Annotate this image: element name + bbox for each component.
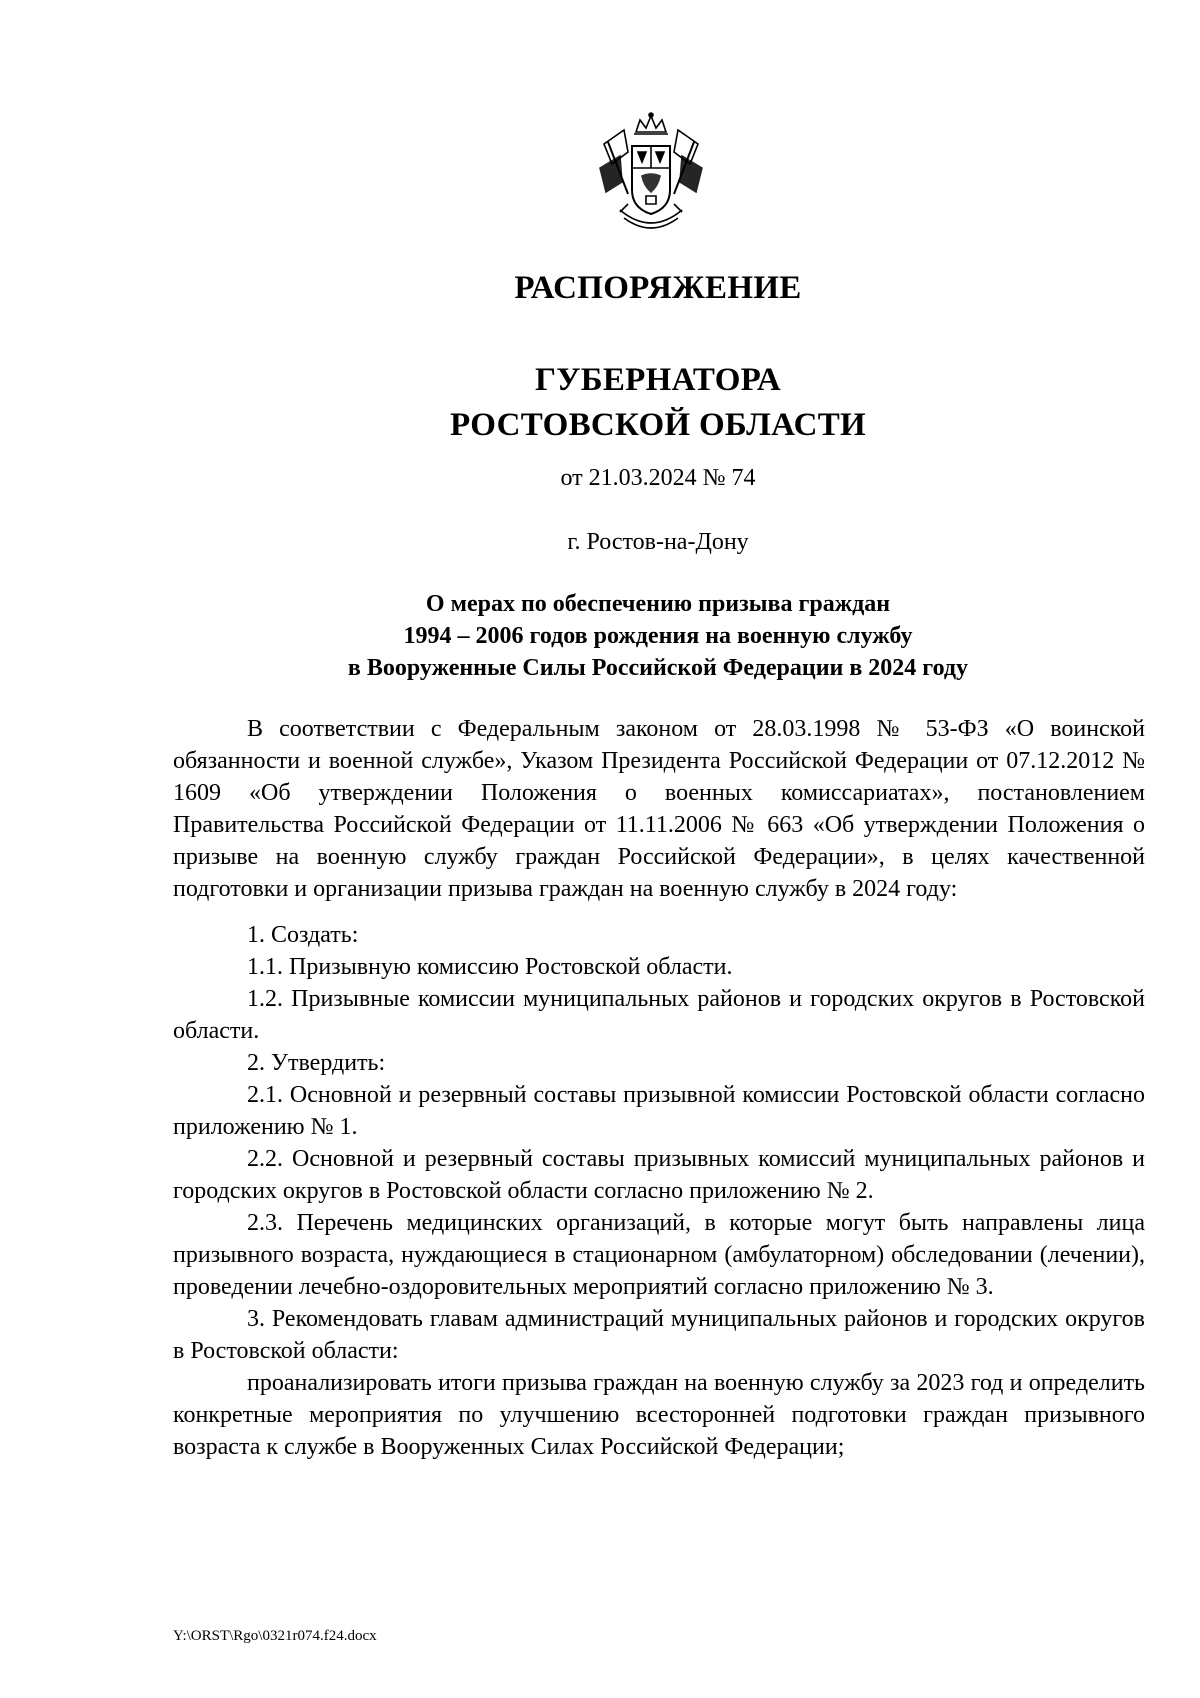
item-2-2: 2.2. Основной и резервный составы призывных комиссий муниципальных районов и городских округов в Ростовской области согласно приложению № 2. [173, 1146, 1145, 1204]
subject-line-2: 1994 – 2006 годов рождения на военную службу [403, 623, 913, 649]
document-subject [0, 588, 1200, 684]
preamble-paragraph: В соответствии с Федеральным законом от 28.03.1998 № 53-ФЗ «О воинской обязанности и военной службе», Указом Президента Российской Федерации от 07.12.2012 № 1609 «Об утверждении Положения о военных комиссариатах», постановлением Правительства Российской Федерации от 11.11.2006 № 663 «Об утверждении Положения о призыве на военную службу граждан Российской Федерации», в целях качественной подготовки и организации призыва граждан на военную службу в 2024 году: [173, 716, 1145, 902]
document-city: г. Ростов-на-Дону [567, 529, 749, 555]
item-2-1: 2.1. Основной и резервный составы призывной комиссии Ростовской области согласно приложению № 1. [173, 1082, 1145, 1140]
issuer-line-1: ГУБЕРНАТОРА [534, 362, 782, 398]
item-1: 1. Создать: [247, 922, 359, 948]
document-date-number: от 21.03.2024 № 74 [560, 465, 756, 491]
item-2-3: 2.3. Перечень медицинских организаций, в которые могут быть направлены лица призывного возраста, нуждающиеся в стационарном (амбулаторном) обследовании (лечении), проведении лечебно-оздоровительных мероприятий согласно приложению № 3. [173, 1210, 1145, 1300]
document-body [173, 713, 1145, 1463]
subject-line-1: О мерах по обеспечению призыва граждан [425, 591, 891, 617]
footer-file-path: Y:\ORST\Rgo\0321r074.f24.docx [173, 1628, 377, 1644]
issuer-line-2: РОСТОВСКОЙ ОБЛАСТИ [450, 407, 866, 443]
item-1-2: 1.2. Призывные комиссии муниципальных районов и городских округов в Ростовской области. [173, 986, 1145, 1044]
document-type-heading: РАСПОРЯЖЕНИЕ [514, 270, 802, 306]
item-3: 3. Рекомендовать главам администраций муниципальных районов и городских округов в Ростовской области: [173, 1306, 1145, 1364]
issuer-heading [0, 358, 1200, 448]
item-3-a: проанализировать итоги призыва граждан на военную службу за 2023 год и определить конкретные мероприятия по улучшению всесторонней подготовки граждан призывного возраста к службе в Вооруженных Силах Российской Федерации; [173, 1370, 1145, 1460]
item-1-1: 1.1. Призывную комиссию Ростовской области. [247, 954, 733, 980]
coat-of-arms-emblem [598, 112, 704, 238]
item-2: 2. Утвердить: [247, 1050, 386, 1076]
subject-line-3: в Вооруженные Силы Российской Федерации в 2024 году [347, 655, 969, 681]
